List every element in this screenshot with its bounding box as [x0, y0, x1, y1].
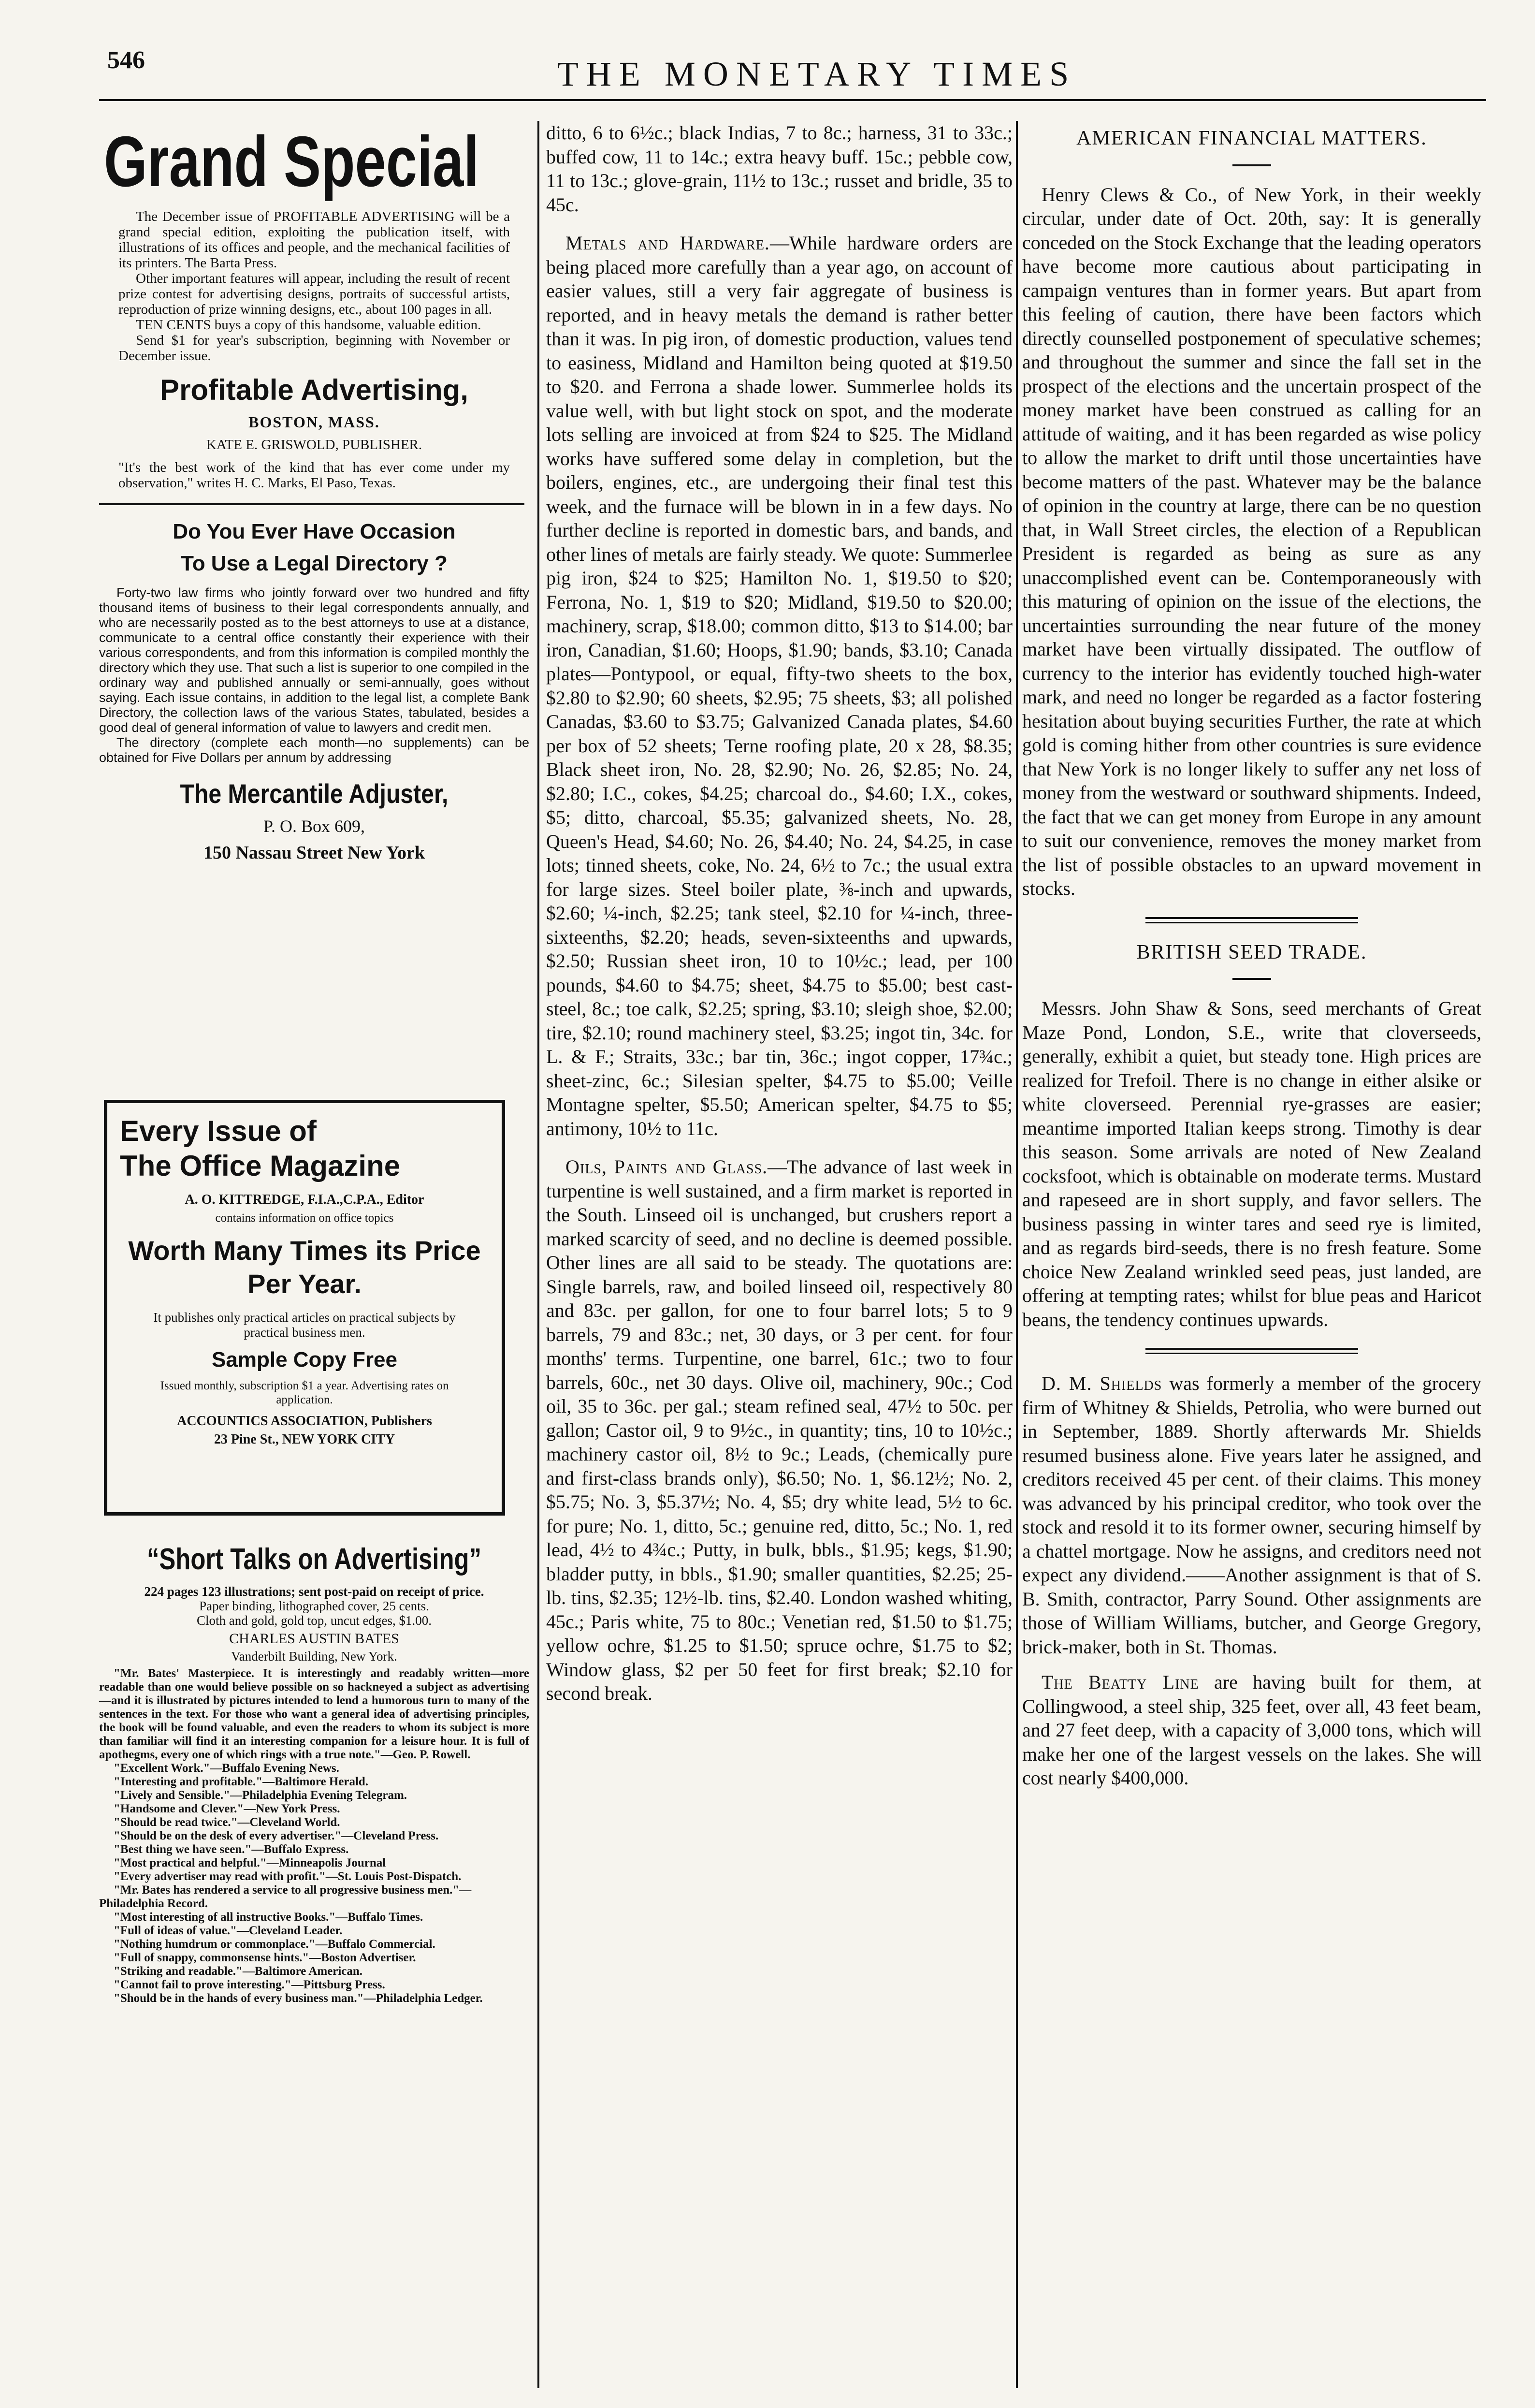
ad-line: 224 pages 123 illustrations; sent post-paid on receipt of price.	[144, 1584, 484, 1599]
ad-quote-item: "Full of snappy, commonsense hints."—Boston Advertiser.	[114, 1951, 416, 1964]
ad-line: Paper binding, lithographed cover, 25 cents.	[199, 1599, 429, 1613]
middle-column	[546, 121, 1013, 2388]
paragraph-text: was formerly a member of the grocery firm of Whitney & Shields, Petrolia, who were burned out in September, 1889. Shortly afterwards Mr. Shields resumed business alone. Five years later he assigned, and creditors received 45 per cent. of their claims. This money was advanced by his principal creditor, who took over the stock and resold it to its former owner, securing himself by a chattel mortgage. Now he assigns, and creditors need not expect any dividend.——Another assignment is that of S. B. Smith, contractor, Parry Sound. Other assignments are those of William Williams, butcher, and George Gregory, brick-maker, both in St. Thomas.	[1022, 1372, 1482, 1658]
short-rule	[1232, 978, 1271, 980]
ad-contains: contains information on office topics	[215, 1211, 394, 1225]
right-column	[1022, 121, 1481, 2388]
paragraph-text: —While hardware orders are being placed more carefully than a year ago, on account of easier values, still a very fair aggregate of business is reported, and in heavy metals the demand is rather better than it was. In pig iron, of domestic production, values tend to easiness, Midland and Hamilton being quoted at $19.50 to $20. and Ferrona a shade lower. Summerlee holds its value well, with but light stock on spot, and the moderate lots selling are invoiced at from $24 to $25. The Midland works have suffered some delay in completion, but the boilers, engines, etc., are undergoing their final test this week, and the furnace will be blown in in a few days. No further decline is reported in domestic bars, and bands, and other lines of metals are fairly steady. We quote: Summerlee pig iron, $24 to $25; Hamilton No. 1, $19.50 to $20; Ferrona, No. 1, $19 to $20; Midland, $19.50 to $20.00; machinery, scrap, $18.00; common ditto, $13 to $14.00; bar iron, Canadian, $1.60; Hoops, $1.90; bands, $3.10; Canada plates—Pontypool, or equal, fifty-two sheets to the box, $2.80 to $2.90; 60 sheets, $2.95; 75 sheets, $3; all polished Canadas, $3.60 to $3.75; Galvanized Canada plates, $4.60 per box of 52 sheets; Terne roofing plate, 20 x 28, $8.35; Black sheet iron, No. 28, $2.90; No. 26, $2.85; No. 24, $2.80; I.C., cokes, $4.25; charcoal do., $4.60; I.X., cokes, $5; ditto, charcoal, $5.35; galvanized sheets, No. 28, Queen's Head, $4.60; No. 26, $4.40; No. 24, $4.25, in case lots; tinned sheets, coke, No. 24, 6½ to 7c.; the usual extra for large sizes. Steel boiler plate, ⅜-inch and upwards, $2.60; ¼-inch, $2.25; tank steel, $2.10 for ¼-inch, three-sixteenths, $2.20; heads, seven-sixteenths and upwards, $2.50; Russian sheet iron, 10 to 10½c.; lead, per 100 pounds, $4.60 to $4.75; sheet, $4.75 to $5.00; best cast-steel, 8c.; toe calk, $2.25; spring, $3.10; sleigh shoe, $2.00; tire, $2.10; round machinery steel, $3.25; ingot tin, 34c. for L. & F.; Straits, 33c.; bar tin, 36c.; ingot copper, 17¾c.; sheet-zinc, 6c.; Silesian spelter, $4.75 to $5.00; Veille Montagne spelter, $5.50; American spelter, $4.75 to $5; antimony, 10½ to 11c.	[546, 232, 1013, 1139]
ad-building: Vanderbilt Building, New York.	[231, 1649, 397, 1664]
ad-legal-directory	[99, 520, 529, 863]
ad-paragraph: Forty-two law firms who jointly forward over two hundred and fifty thousand items of business to their legal correspondents annually, and who are necessarily posted as to the best attorneys to use at a distance, communicate to a central office constantly their experience with their various correspondents, and from this information is compiled monthly the directory which they use. That such a list is superior to one compiled in the ordinary way and published annually or semi-annually, goes without saying. Each issue contains, in addition to the legal list, a complete Bank Directory, the collection laws of the various States, tabulated, besides a good deal of general information of value to lawyers and credit men.	[99, 585, 529, 735]
paragraph-text: are having built for them, at Collingwood, a steel ship, 325 feet, over all, 43 feet beam, and 27 feet deep, with a capacity of 3,000 tons, which will make her one of the largest vessels on the lakes. She will cost nearly $400,000.	[1022, 1671, 1481, 1789]
ad-quote: "It's the best work of the kind that has ever come under my observation," writes H. C. Marks, El Paso, Texas.	[118, 460, 510, 491]
ad-worth: Worth Many Times its Price	[128, 1235, 481, 1266]
ad-title: “Short Talks on Advertising”	[146, 1543, 482, 1576]
ad-line: Cloth and gold, gold top, uncut edges, $1.00.	[197, 1613, 432, 1628]
ad-quote-item: "Best thing we have seen."—Buffalo Express.	[114, 1843, 349, 1856]
ad-review: "Mr. Bates' Masterpiece. It is interestingly and readably written—more readable than one would believe possible on so hackneyed a subject as advertising—and it is illustrated by pictures intended to lend a humorous turn to many of the sentences in the text. For those who want a general idea of advertising principles, the book will be found valuable, and even the readers to whom its subject is more than familiar will find it an interesting companion for a leisure hour. It is full of apothegms, every one of which rings with a true note."—Geo. P. Rowell.	[99, 1667, 529, 1761]
article-paragraph	[1022, 1670, 1481, 1790]
article-paragraph: Henry Clews & Co., of New York, in their weekly circular, under date of Oct. 20th, say: It is generally conceded on the Stock Exchange that the leading operators have become more cautious about participating in campaign ventures than in former years. But apart from this feeling of caution, there have been factors which directly counselled postponement of speculative schemes; and throughout the summer and since the fall set in the prospect of the elections and the uncertain prospect of the money market have been construed as calling for an attitude of waiting, and it has been regarded as wise policy to allow the market to drift until those uncertainties have become matters of the past. Whatever may be the balance of opinion in the country at large, there can be no question that, in Wall Street circles, the election of a Republican President is regarded as being as sure as any unaccomplished event can be. Contemporaneously with this maturing of opinion on the issue of the elections, the uncertainties surrounding the near future of the money market have been virtually dissipated. The outflow of currency to the interior has evidently touched high-water mark, and need no longer be regarded as a factor fostering hesitation about buying securities Further, the rate at which gold is coming hither from other countries is sure evidence that New York is no longer likely to suffer any net loss of money from the westward or southward shipments. Indeed, the fact that we can get money from Europe in any amount to suit our convenience, removes the money market from the list of possible obstacles to an upward movement in stocks.	[1022, 183, 1481, 899]
ad-association: ACCOUNTICS ASSOCIATION, Publishers	[177, 1414, 432, 1429]
ad-paragraph: TEN CENTS buys a copy of this handsome, valuable edition.	[136, 317, 481, 333]
ad-quote-list	[99, 1762, 529, 2005]
column-rule-left	[537, 121, 539, 2388]
ad-quote-item: "Striking and readable."—Baltimore American.	[114, 1965, 363, 1978]
ad-office-magazine	[104, 1100, 505, 1516]
ad-quote-item: "Nothing humdrum or commonplace."—Buffalo Commercial.	[114, 1938, 435, 1951]
article-paragraph: ditto, 6 to 6½c.; black Indias, 7 to 8c.; harness, 31 to 33c.; buffed cow, 11 to 14c.; extra heavy buff. 15c.; pebble cow, 11 to 13c.; glove-grain, 11½ to 13c.; russet and bridle, 35 to 45c.	[546, 122, 1013, 216]
ad-issued: Issued monthly, subscription $1 a year. Advertising rates on application.	[160, 1379, 449, 1406]
journal-title: THE MONETARY TIMES	[557, 55, 1077, 93]
ad-quote-item: "Should be read twice."—Cleveland World.	[114, 1816, 340, 1829]
page-number: 546	[107, 46, 145, 74]
column-rule-right	[1016, 121, 1018, 2388]
ad-paragraph: The directory (complete each month—no supplements) can be obtained for Five Dollars per annum by addressing	[99, 735, 529, 765]
ad-paragraph: Send $1 for year's subscription, beginning with November or December issue.	[118, 333, 510, 364]
section-head: Oils, Paints and Glass.	[565, 1156, 768, 1178]
ad-address: 150 Nassau Street New York	[203, 843, 425, 863]
ad-quote-item: "Handsome and Clever."—New York Press.	[114, 1802, 340, 1815]
ad-divider	[99, 503, 524, 505]
ad-title: Do You Ever Have Occasion	[173, 520, 456, 543]
ad-quote-item: "Mr. Bates has rendered a service to all progressive business men."—Philadelphia Record.	[99, 1883, 472, 1910]
paragraph-text: —The advance of last week in turpentine is well sustained, and a firm market is reported in the South. Linseed oil is unchanged, but crushers report a marked scarcity of seed, and no decline is deemed possible. Other lines are all said to be steady. The quotations are: Single barrels, raw, and boiled linseed oil, respectively 80 and 83c. per gallon, for one to four barrel lots; 5 to 9 barrels, 79 and 83c.; net, 30 days, or 3 per cent. for four months' terms. Turpentine, one barrel, 61c.; two to four barrels, 60c., net 30 days. Olive oil, machinery, 90c.; Cod oil, 35 to 36c. per gal.; steam refined seal, 47½ to 50c. per gallon; Castor oil, 9 to 9½c., in quantity; tins, 10 to 10½c.; machinery castor oil, 8½ to 9c.; Leads, (chemically pure and first-class brands only), $6.50; No. 1, $6.12½; No. 2, $5.75; No. 3, $5.37½; No. 4, $5; dry white lead, 5½ to 6c. for pure; No. 1, ditto, 5c.; genuine red, ditto, 5c.; No. 1, red lead, 4½ to 4¾c.; Putty, in bulk, bbls., $1.95; kegs, $1.90; bladder putty, in bbls., $1.90; smaller quantities, $2.25; 25-lb. tins, $2.35; 12½-lb. tins, $2.40. London washed whiting, 45c.; Paris white, 75 to 80c.; Venetian red, $1.50 to $1.75; yellow ochre, $1.25 to $1.50; spruce ochre, $1.75 to $2; Window glass, $2 per 50 feet for first break; $2.10 for second break.	[546, 1156, 1013, 1704]
ad-publishes: It publishes only practical articles on practical subjects by practical business men.	[153, 1310, 456, 1340]
ad-paragraph: Other important features will appear, including the result of recent prize contest for advertising designs, portraits of successful artists, reproduction of prize winning designs, etc., about 100 pages in all.	[118, 271, 510, 317]
ad-quote-item: "Every advertiser may read with profit."—St. Louis Post-Dispatch.	[114, 1870, 462, 1883]
article-paragraph	[1022, 1372, 1481, 1659]
ad-quote-item: "Lively and Sensible."—Philadelphia Evening Telegram.	[114, 1789, 407, 1802]
ad-publisher: KATE E. GRISWOLD, PUBLISHER.	[206, 437, 422, 452]
ad-name: Profitable Advertising,	[160, 374, 468, 406]
section-head: The Beatty Line	[1042, 1671, 1199, 1693]
ad-sample: Sample Copy Free	[212, 1348, 397, 1372]
ad-quote-item: "Should be on the desk of every advertiser."—Cleveland Press.	[114, 1829, 439, 1842]
ad-street: 23 Pine St., NEW YORK CITY	[214, 1432, 395, 1447]
ad-title: Every Issue of	[120, 1115, 317, 1147]
ad-city: BOSTON, MASS.	[248, 413, 380, 431]
ad-quote-item: "Should be in the hands of every business man."—Philadelphia Ledger.	[114, 1992, 483, 2005]
ad-quote-item: "Full of ideas of value."—Cleveland Leader.	[114, 1924, 343, 1937]
ad-grand-special	[99, 121, 529, 491]
section-heading: BRITISH SEED TRADE.	[1136, 941, 1367, 963]
section-head: Metals and Hardware.	[565, 232, 770, 254]
ad-quote-item: "Most interesting of all instructive Books."—Buffalo Times.	[114, 1911, 423, 1924]
ad-body	[99, 209, 529, 364]
ad-editor: A. O. KITTREDGE, F.I.A.,C.P.A., Editor	[185, 1192, 424, 1207]
ad-title: Grand Special	[104, 122, 479, 202]
section-head: D. M. Shields	[1042, 1372, 1162, 1394]
double-rule	[1145, 917, 1358, 923]
ad-quote-item: "Interesting and profitable."—Baltimore Herald.	[114, 1775, 369, 1788]
ad-quote-item: "Cannot fail to prove interesting."—Pittsburg Press.	[114, 1978, 385, 1991]
ad-title: To Use a Legal Directory ?	[181, 552, 448, 575]
article-paragraph	[546, 231, 1013, 1140]
double-rule	[1145, 1348, 1358, 1354]
section-heading: AMERICAN FINANCIAL MATTERS.	[1076, 127, 1427, 149]
ad-worth: Per Year.	[247, 1269, 362, 1299]
ad-quote-item: "Excellent Work."—Buffalo Evening News.	[114, 1762, 339, 1775]
article-paragraph	[546, 1155, 1013, 1706]
ad-author: CHARLES AUSTIN BATES	[229, 1631, 399, 1647]
article-paragraph: Messrs. John Shaw & Sons, seed merchants of Great Maze Pond, London, S.E., write that cloverseeds, generally, exhibit a quiet, but steady tone. High prices are realized for Trefoil. There is no change in either alsike or white cloverseed. Perennial rye-grasses are easier; meantime imported Italian keeps strong. Timothy is dear this season. Some arrivals are noted of New Zealand cocksfoot, which is obtainable on moderate terms. Mustard and rapeseed are in short supply, and favor sellers. The business passing in winter tares and seed rye is limited, and as regards bird-seeds, there is no fresh feature. Some choice New Zealand wrinkled seed peas, just landed, are offering at tempting rates; whilst for blue peas and Haricot beans, the tendency continues upwards.	[1022, 997, 1481, 1330]
ad-title: The Office Magazine	[120, 1150, 401, 1182]
ad-box: P. O. Box 609,	[263, 817, 365, 836]
ad-body	[99, 585, 529, 765]
ad-name: The Mercantile Adjuster,	[180, 778, 449, 809]
short-rule	[1232, 164, 1271, 166]
page-header	[0, 0, 1535, 104]
ad-quote-item: "Most practical and helpful."—Minneapolis Journal	[114, 1856, 386, 1869]
header-rule	[99, 99, 1486, 101]
ad-short-talks	[99, 1542, 529, 2005]
ad-paragraph: The December issue of PROFITABLE ADVERTISING will be a grand special edition, exploiting the publication itself, with illustrations of its offices and people, and the mechanical facilities of its printers. The Barta Press.	[118, 209, 510, 271]
